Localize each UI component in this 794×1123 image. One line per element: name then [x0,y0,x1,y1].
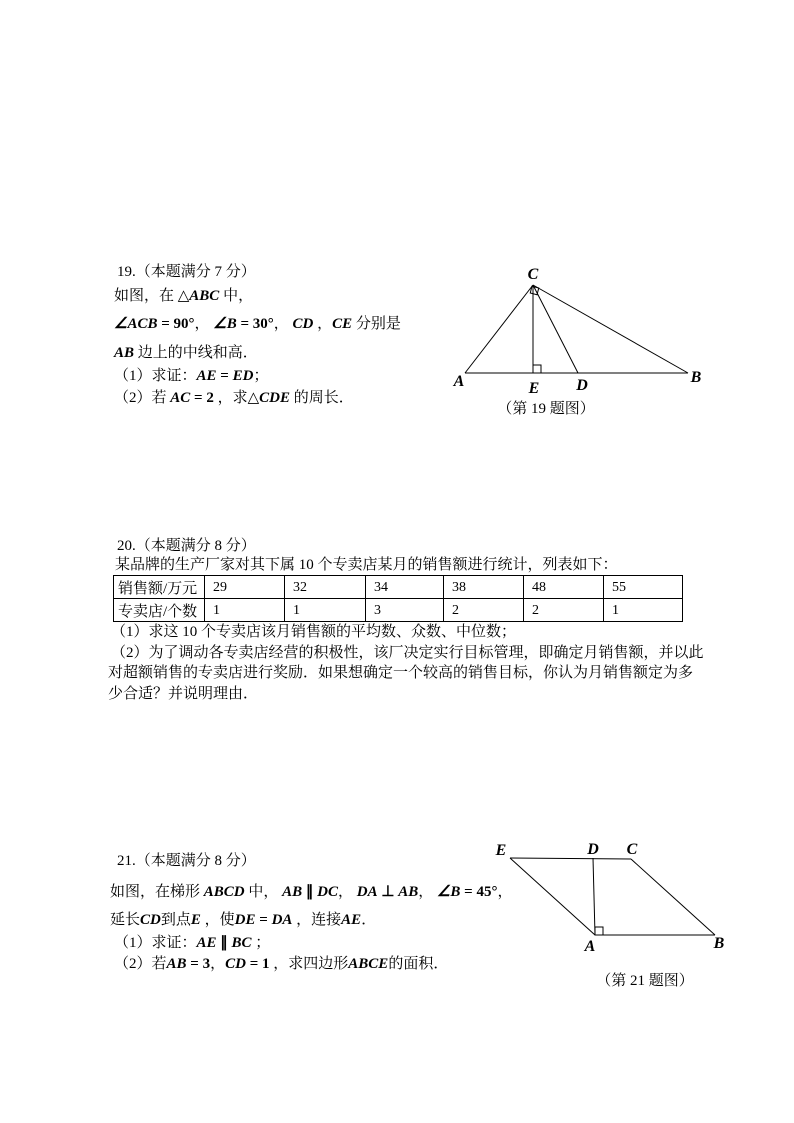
q19-triangle-figure [440,262,710,422]
vertex-label-C: C [626,841,638,858]
vertex-label-C: C [527,266,539,283]
math-segment: AE [341,912,362,928]
q19-figure-caption: （第 19 题图） [497,401,595,417]
q20-title: 20.（本题满分 8 分） [117,538,256,554]
table-row-sales [114,576,683,599]
text-segment: 延长 [110,912,141,928]
text-segment: ， [497,884,513,900]
q20-item-2-line-2: 对超额销售的专卖店进行奖励．如果想确定一个较高的销售目标，你认为月销售额定为多 [108,665,694,681]
text-segment: ，连接 [292,912,342,928]
math-segment: AB [166,956,187,972]
q21-line-3 [114,934,270,952]
math-segment: AB [114,345,135,361]
q20-item-1: （1）求这 10 个专卖店该月销售额的平均数、众数、中位数； [111,624,517,640]
text-segment: ， [194,316,214,332]
math-segment: CD [225,956,246,972]
text-segment: ， [273,316,293,332]
text-segment: ，求△ [213,390,260,406]
q20-intro: 某品牌的生产厂家对其下属 10 个专卖店某月的销售额进行统计，列表如下： [115,557,618,573]
math-segment: CD [292,316,314,332]
q20-item-2-line-3: 少合适？并说明理由． [108,686,259,702]
vertex-label-A: A [453,373,465,390]
math-segment: AB [282,884,303,900]
q21-trapezoid-figure [480,840,740,995]
math-segment: E [190,912,201,928]
right-angle-mark-A [595,927,603,935]
math-segment: = 30° [236,316,274,332]
math-segment: ∥ [216,935,232,951]
math-segment: AE [196,935,217,951]
table-cell: 3 [366,599,444,622]
math-segment: DC [317,884,338,900]
math-segment: CE [332,316,353,332]
vertex-label-D: D [587,841,599,858]
q21-line-2 [110,911,376,929]
vertex-label-E: E [495,842,507,859]
math-segment: = 45° [460,884,498,900]
math-segment: = 1 [245,956,270,972]
vertex-label-D: D [576,377,588,394]
q19-title: 19.（本题满分 7 分） [117,264,256,280]
text-segment: 的面积． [388,956,449,972]
table-cell: 32 [285,576,366,599]
text-segment: ； [253,368,269,384]
math-segment: AC [170,390,191,406]
math-segment: ⊥ [377,884,399,900]
text-segment: （1）求证： [114,368,197,384]
text-segment: ， [338,884,357,900]
text-segment: 如图，在梯形 [110,884,204,900]
vertex-label-E: E [528,380,540,397]
q20-sales-table [113,575,683,622]
text-segment: 边上的中线和高． [134,345,258,361]
vertex-label-B: B [690,369,702,386]
text-segment: ， [210,956,226,972]
math-segment: ABC [189,288,220,304]
right-angle-mark-E [533,365,541,373]
math-segment: CD [140,912,161,928]
table-cell: 55 [604,576,683,599]
table-cell: 1 [205,599,285,622]
math-segment: AE [196,368,217,384]
table-cell: 2 [524,599,604,622]
math-segment: ABCD [203,884,245,900]
text-segment: ，使 [200,912,235,928]
math-segment: ABCE [348,956,389,972]
table-cell: 48 [524,576,604,599]
table-cell: 34 [366,576,444,599]
row-header-stores: 专卖店/个数 [114,599,205,622]
text-segment: ， [418,884,437,900]
text-segment: ， [313,316,333,332]
math-segment: ∥ [302,884,318,900]
q19-line-5 [114,389,354,407]
math-segment: = 2 [190,390,214,406]
row-header-sales: 销售额/万元 [114,576,205,599]
math-segment: DE [234,912,256,928]
q21-line-1 [110,883,512,901]
math-segment: AB [398,884,419,900]
text-segment: （1）求证： [114,935,197,951]
q21-title: 21.（本题满分 8 分） [117,853,256,869]
table-cell: 29 [205,576,285,599]
math-segment: BC [231,935,252,951]
table-cell: 2 [444,599,524,622]
q19-line-4 [114,367,268,385]
math-segment: ED [232,368,254,384]
text-segment: 中， [244,884,283,900]
q19-line-3 [114,344,258,362]
math-segment: DA [356,884,378,900]
math-segment: = 3 [186,956,211,972]
text-segment: 中， [219,288,254,304]
math-segment: = [255,912,272,928]
math-segment: ∠B [213,316,237,332]
q21-figure-caption: （第 21 题图） [596,973,694,989]
table-cell: 1 [604,599,683,622]
math-segment: DA [271,912,293,928]
vertex-label-B: B [713,935,725,952]
table-row-stores [114,599,683,622]
vertex-label-A: A [584,938,596,955]
text-segment: （2）若 [114,956,167,972]
q21-line-4 [114,955,448,973]
math-segment: = [216,368,233,384]
q19-line-2 [114,315,401,333]
math-segment: ∠B [436,884,461,900]
text-segment: ； [251,935,271,951]
math-segment: = 90° [157,316,195,332]
math-segment: CDE [259,390,290,406]
q19-line-1 [114,287,253,305]
text-segment: ，求四边形 [269,956,349,972]
table-cell: 1 [285,599,366,622]
q20-item-2-line-1: （2）为了调动各专卖店经营的积极性，该厂决定实行目标管理，即确定月销售额，并以此 [111,645,704,661]
text-segment: 的周长． [289,390,354,406]
text-segment: （2）若 [114,390,171,406]
text-segment: ． [361,912,377,928]
text-segment: 到点 [160,912,191,928]
table-cell: 38 [444,576,524,599]
text-segment: 如图，在 △ [114,288,190,304]
text-segment: 分别是 [352,316,401,332]
math-segment: ∠ACB [114,316,158,332]
